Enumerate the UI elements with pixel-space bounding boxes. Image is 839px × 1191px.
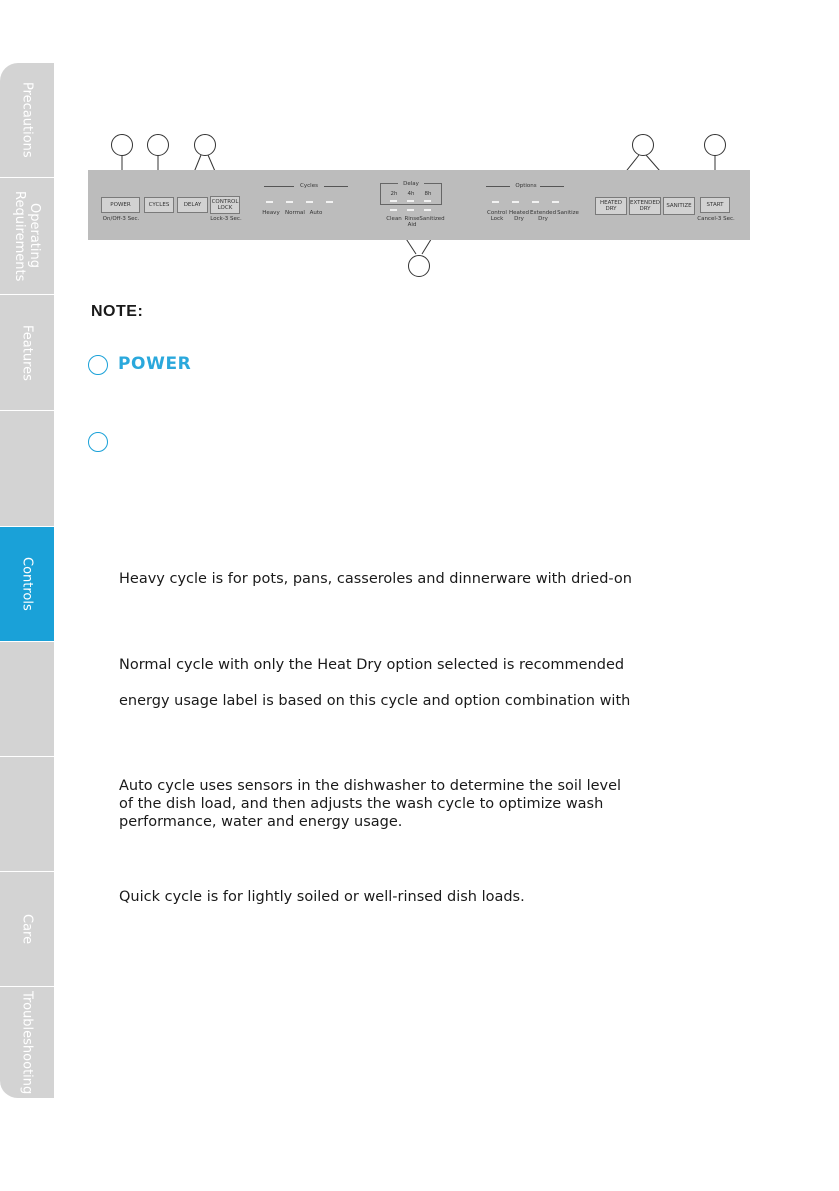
power-section-title: POWER — [118, 354, 192, 374]
callout-1 — [111, 134, 133, 156]
tab-blank-3[interactable] — [0, 757, 54, 872]
option-indicator-3 — [532, 201, 539, 203]
tab-controls[interactable] — [0, 527, 54, 642]
status-indicator-clean — [390, 209, 397, 211]
option-label-sanitize: Sanitize — [557, 210, 579, 216]
tab-controls-label: Controls — [19, 557, 35, 611]
start-hold-caption: Cancel-3 Sec. — [697, 216, 735, 222]
delay-indicator-8h — [424, 200, 431, 202]
start-button[interactable]: START — [700, 197, 730, 213]
tab-precautions[interactable] — [0, 63, 54, 178]
tab-blank-1[interactable] — [0, 411, 54, 527]
delay-4h: 4h — [407, 191, 415, 197]
normal-cycle-text-line2: energy usage label is based on this cycle and option combination with — [119, 693, 631, 709]
options-rule-right — [540, 186, 564, 187]
option-indicator-2 — [512, 201, 519, 203]
delay-button[interactable]: DELAY — [177, 197, 208, 213]
control-panel — [88, 170, 750, 240]
tab-troubleshooting[interactable] — [0, 987, 54, 1098]
side-tabs — [0, 63, 54, 1098]
status-label-sanitized: Sanitized — [419, 216, 445, 222]
options-title: Options — [515, 183, 537, 189]
callout-6 — [408, 255, 430, 277]
tab-features[interactable] — [0, 295, 54, 411]
delay-title: Delay — [398, 181, 424, 187]
normal-cycle-text-line1: Normal cycle with only the Heat Dry option selected is recommended — [119, 657, 625, 673]
delay-8h: 8h — [424, 191, 432, 197]
power-hold-caption: On/Off-3 Sec. — [102, 216, 140, 222]
heavy-cycle-text: Heavy cycle is for pots, pans, casseroles and dinnerware with dried-on — [119, 571, 632, 587]
tab-blank-2[interactable] — [0, 642, 54, 757]
cycles-rule-right — [324, 186, 348, 187]
cycles-rule-left — [264, 186, 294, 187]
lock-hold-caption: Lock-3 Sec. — [210, 216, 242, 222]
tab-troubleshooting-label: Troubleshooting — [19, 990, 35, 1095]
options-rule-left — [486, 186, 510, 187]
option-label-control-lock: Control Lock — [487, 210, 507, 222]
tab-operating-requirements[interactable] — [0, 178, 54, 295]
auto-cycle-text-line1: Auto cycle uses sensors in the dishwasher to determine the soil level — [119, 778, 622, 794]
delay-indicator-4h — [407, 200, 414, 202]
note-label: NOTE: — [91, 303, 144, 320]
auto-cycle-text-line3: performance, water and energy usage. — [119, 814, 403, 830]
callout-2 — [147, 134, 169, 156]
cycle-indicator-4 — [326, 201, 333, 203]
option-label-extended-dry: Extended Dry — [529, 210, 557, 222]
status-label-clean: Clean — [386, 216, 402, 222]
status-indicator-sanitized — [424, 209, 431, 211]
cycle-indicator-1 — [266, 201, 273, 203]
auto-cycle-text-line2: of the dish load, and then adjusts the wash cycle to optimize wash — [119, 796, 604, 812]
callout-5 — [704, 134, 726, 156]
cycle-label-heavy: Heavy — [262, 210, 280, 216]
cycle-indicator-3 — [306, 201, 313, 203]
tab-precautions-label: Precautions — [19, 82, 35, 158]
cycle-label-normal: Normal — [285, 210, 305, 216]
control-panel-figure — [88, 120, 752, 290]
tab-care-label: Care — [19, 913, 35, 945]
option-indicator-1 — [492, 201, 499, 203]
cycles-button[interactable]: CYCLES — [144, 197, 174, 213]
quick-cycle-text: Quick cycle is for lightly soiled or well-rinsed dish loads. — [119, 889, 525, 905]
status-indicator-rinse — [407, 209, 414, 211]
delay-2h: 2h — [390, 191, 398, 197]
callout-3 — [194, 134, 216, 156]
cycle-indicator-2 — [286, 201, 293, 203]
callout-4 — [632, 134, 654, 156]
sanitize-button[interactable]: SANITIZE — [663, 197, 695, 215]
heated-dry-button[interactable]: HEATED DRY — [595, 197, 627, 215]
cycle-label-auto: Auto — [309, 210, 323, 216]
option-label-heated-dry: Heated Dry — [509, 210, 529, 222]
tab-operating-requirements-label: Operating Requirements — [12, 190, 42, 282]
power-button[interactable]: POWER — [101, 197, 140, 213]
tab-care[interactable] — [0, 872, 54, 987]
section-marker-power — [88, 355, 108, 375]
tab-features-label: Features — [19, 324, 35, 381]
section-marker-cycles — [88, 432, 108, 452]
extended-dry-button[interactable]: EXTENDED DRY — [629, 197, 661, 215]
delay-indicator-2h — [390, 200, 397, 202]
status-label-rinse-aid: Rinse Aid — [404, 216, 420, 228]
cycles-title: Cycles — [300, 183, 318, 189]
option-indicator-4 — [552, 201, 559, 203]
control-lock-button[interactable]: CONTROL LOCK — [210, 196, 240, 214]
